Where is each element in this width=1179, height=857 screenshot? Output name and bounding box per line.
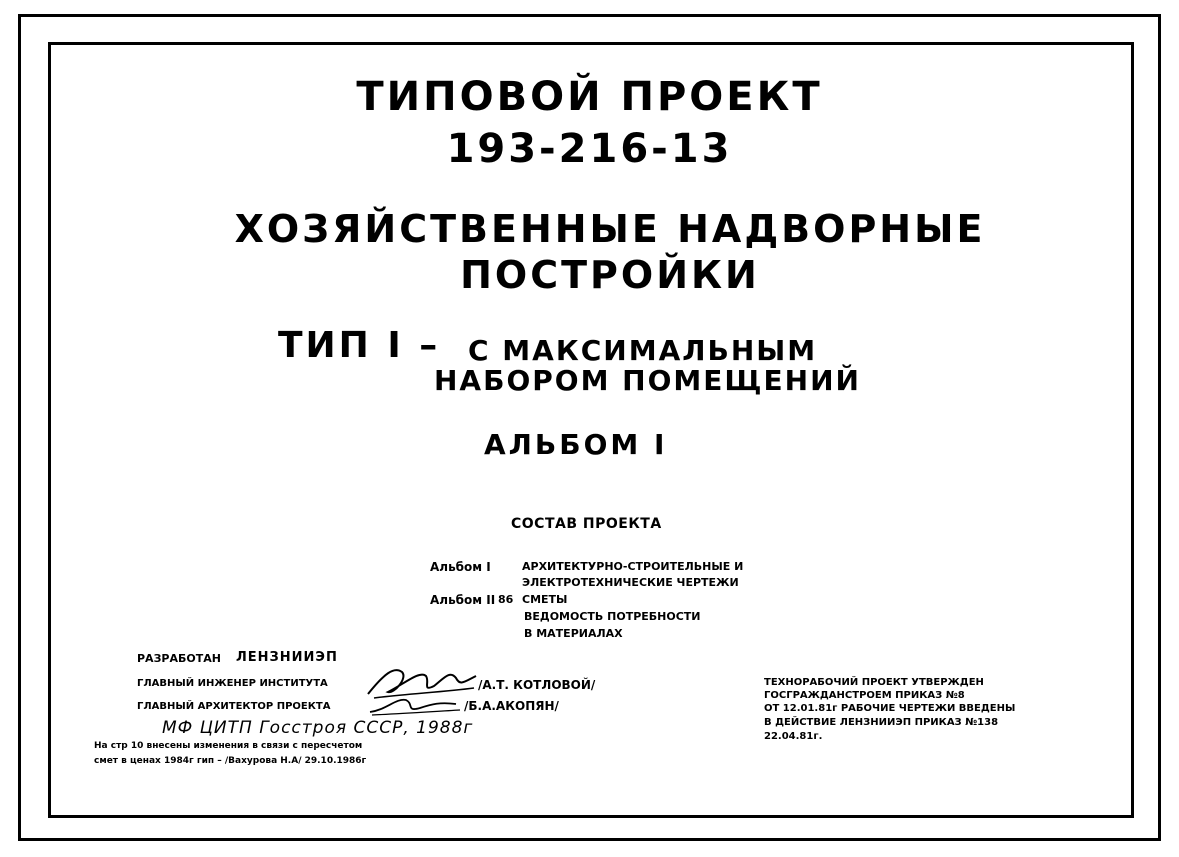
chief-architect-name: /Б.А.АКОПЯН/ [464, 699, 559, 713]
type-description-line1: С МАКСИМАЛЬНЫМ [468, 334, 818, 367]
approval-line1: ТЕХНОРАБОЧИЙ ПРОЕКТ УТВЕРЖДЕН [764, 677, 984, 688]
document-title-line1: ХОЗЯЙСТВЕННЫЕ НАДВОРНЫЕ [234, 207, 986, 251]
project-type-heading: ТИПОВОЙ ПРОЕКТ [356, 74, 823, 120]
change-note-line1: На стр 10 внесены изменения в связи с пересчетом [94, 741, 363, 751]
album2-number: 86 [498, 593, 514, 606]
type-description-line2: НАБОРОМ ПОМЕЩЕНИЙ [434, 364, 861, 397]
album1-description-line1: АРХИТЕКТУРНО-СТРОИТЕЛЬНЫЕ И [522, 560, 744, 573]
document-title-line2: ПОСТРОЙКИ [460, 253, 760, 297]
developer-label: РАЗРАБОТАН [137, 652, 221, 665]
chief-engineer-label: ГЛАВНЫЙ ИНЖЕНЕР ИНСТИТУТА [137, 678, 328, 689]
publisher-stamp-line: МФ ЦИТП Госстроя СССР, 1988г [162, 718, 474, 738]
album-number: АЛЬБОМ I [484, 428, 668, 461]
approval-line5: 22.04.81г. [764, 731, 823, 742]
album2-description-line3: В МАТЕРИАЛАХ [524, 627, 623, 640]
project-number: 193-216-13 [446, 126, 733, 172]
approval-line3: ОТ 12.01.81г РАБОЧИЕ ЧЕРТЕЖИ ВВЕДЕНЫ [764, 703, 1016, 714]
album1-label: Альбом I [430, 560, 491, 574]
chief-architect-label: ГЛАВНЫЙ АРХИТЕКТОР ПРОЕКТА [137, 701, 331, 712]
album2-label: Альбом II [430, 593, 496, 607]
approval-line4: В ДЕЙСТВИЕ ЛЕНЗНИИЭП ПРИКАЗ №138 [764, 717, 999, 728]
contents-heading: СОСТАВ ПРОЕКТА [511, 516, 662, 532]
chief-architect-signature [366, 694, 466, 718]
album2-description-line2: ВЕДОМОСТЬ ПОТРЕБНОСТИ [524, 610, 701, 623]
type-prefix: ТИП I – [278, 325, 441, 366]
album2-description-line1: СМЕТЫ [522, 593, 568, 606]
chief-engineer-name: /А.Т. КОТЛОВОЙ/ [478, 678, 596, 692]
album1-description-line2: ЭЛЕКТРОТЕХНИЧЕСКИЕ ЧЕРТЕЖИ [522, 576, 739, 589]
change-note-line2: смет в ценах 1984г гип – /Вахурова Н.А/ 29.10.1986г [94, 756, 367, 766]
developer-organization: ЛЕНЗНИИЭП [236, 650, 338, 665]
approval-line2: ГОСГРАЖДАНСТРОЕМ ПРИКАЗ №8 [764, 690, 965, 701]
